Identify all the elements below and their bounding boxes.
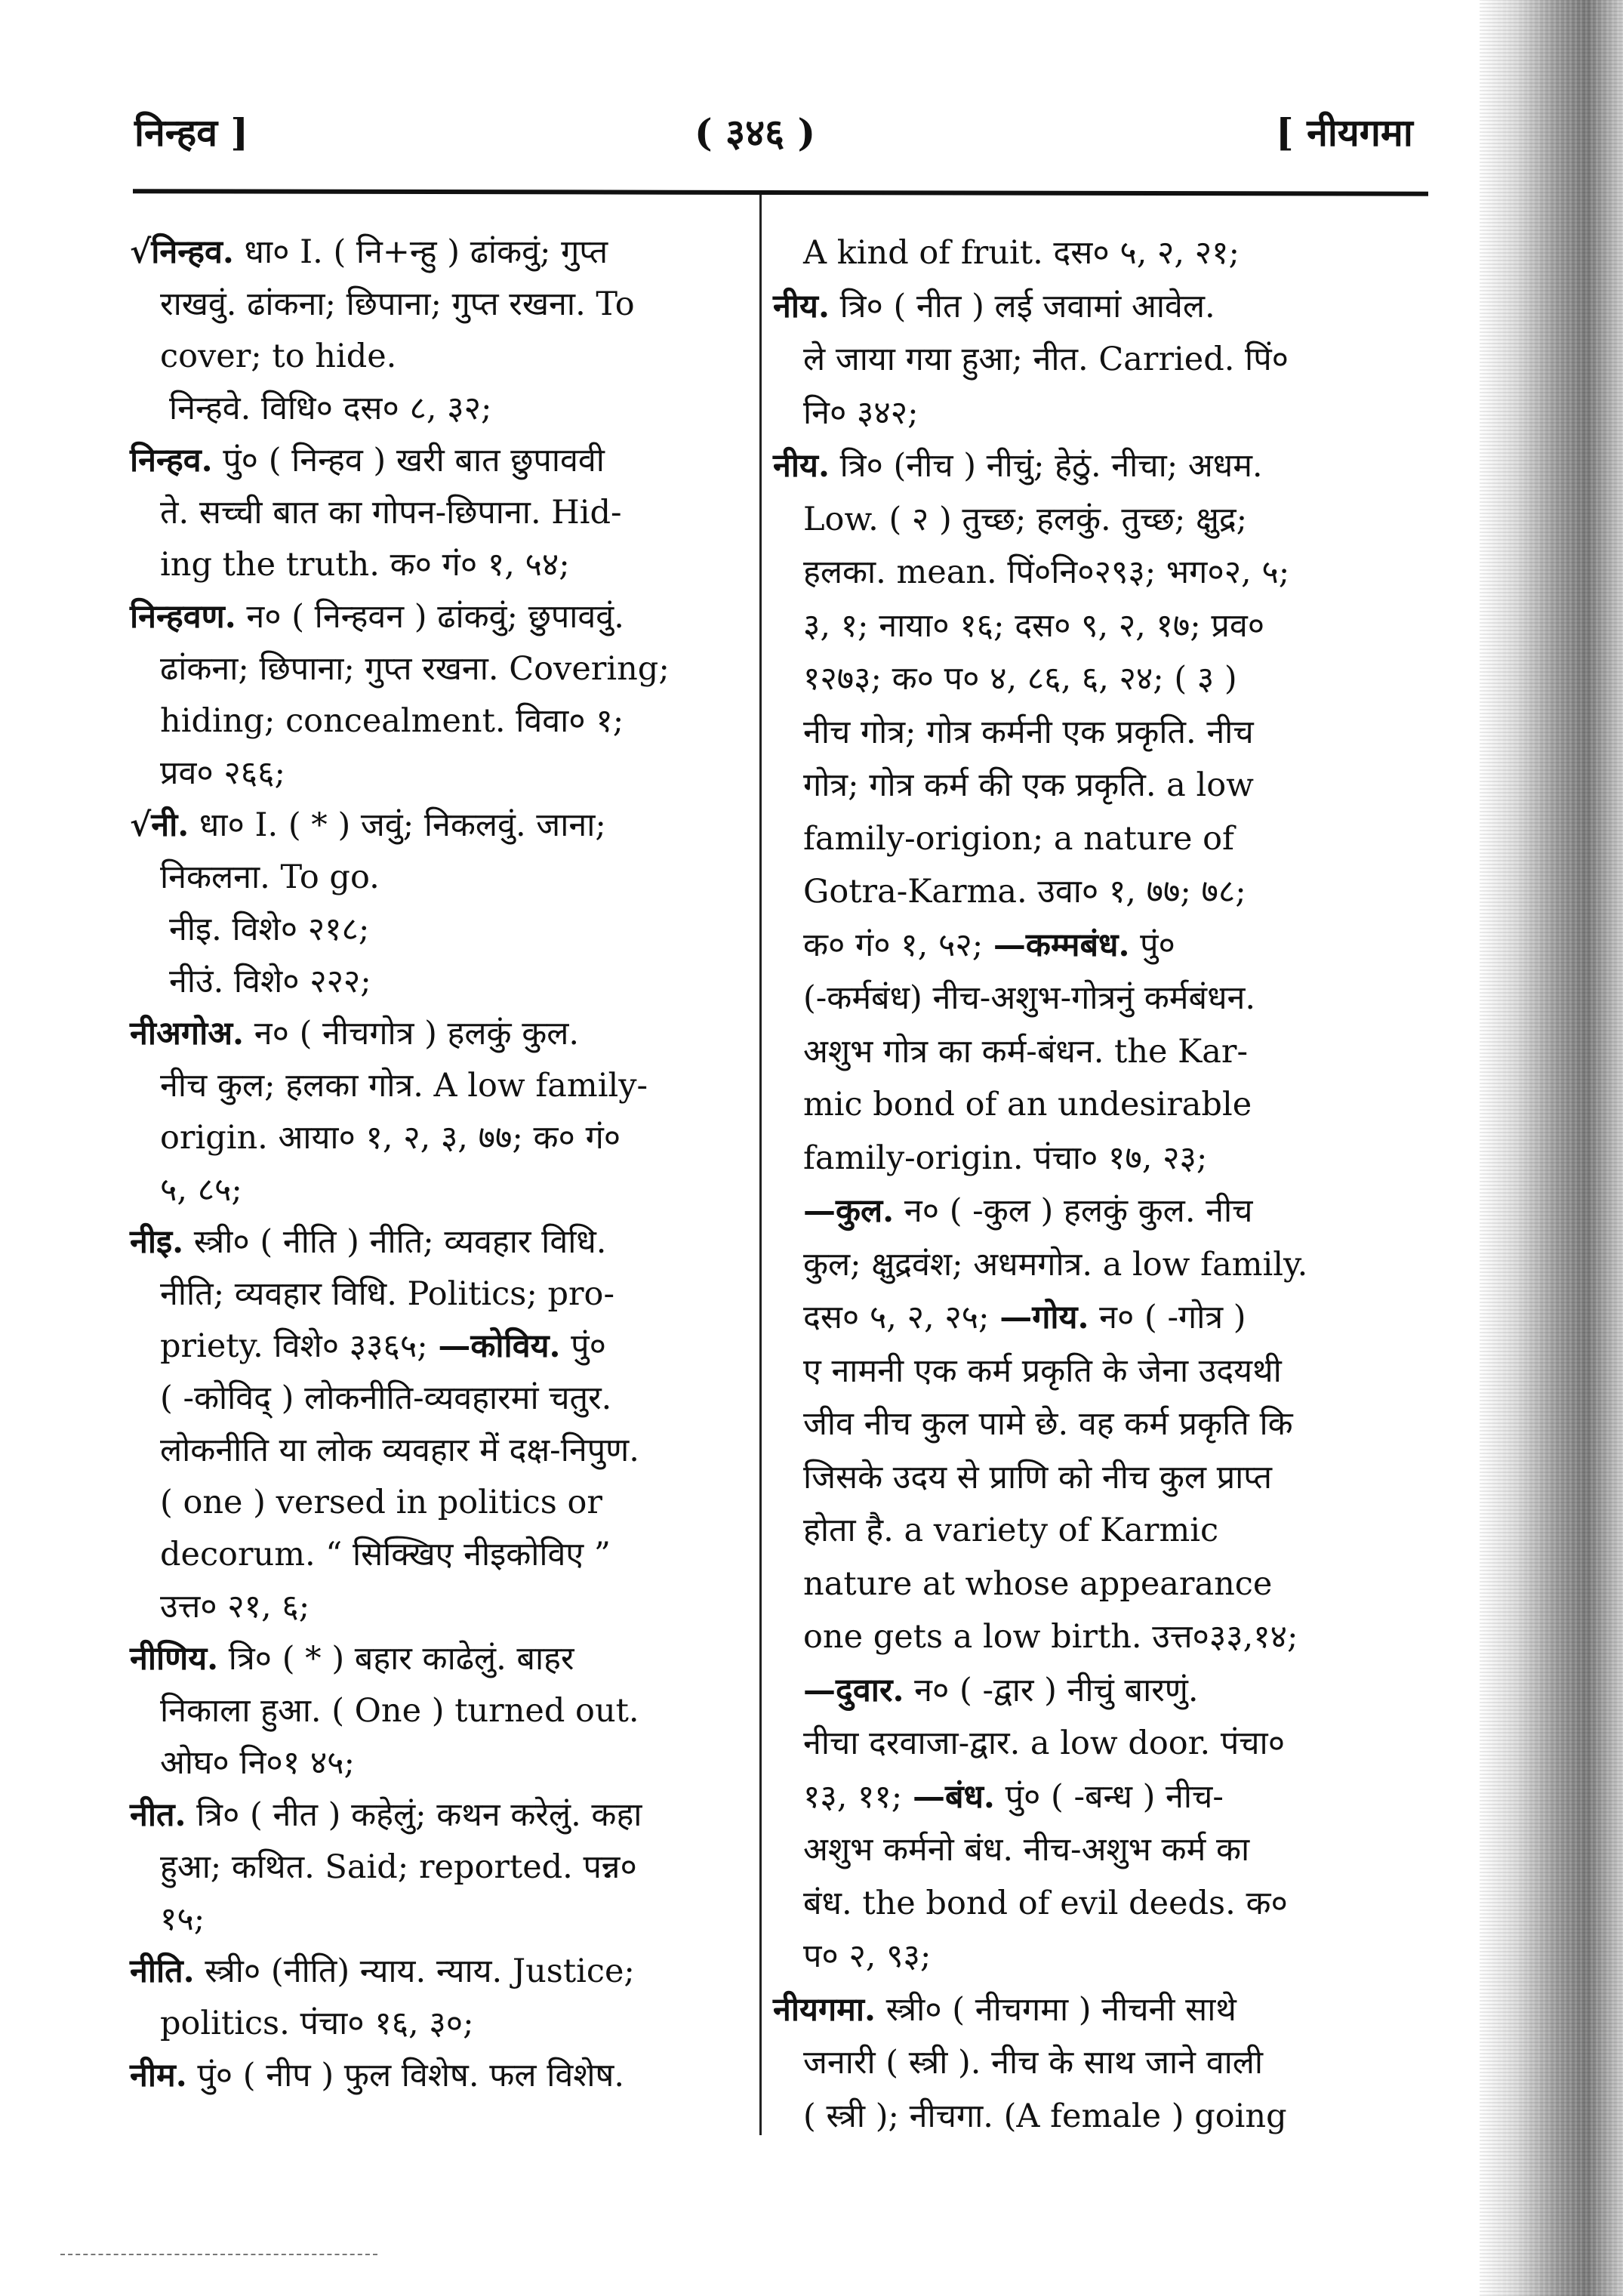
- entry-text: ५, ८५;: [160, 1171, 242, 1209]
- entry-text: politics. पंचा० १६, ३०;: [160, 2005, 474, 2042]
- entry-line: [130, 1581, 756, 1633]
- entry-text: Gotra-Karma. उवा० १, ७७; ७८;: [803, 873, 1246, 911]
- entry-first-line: [130, 1633, 756, 1685]
- entry-line: [773, 1451, 1430, 1505]
- headword: नीणिय.: [130, 1640, 219, 1678]
- entry-text: नीच गोत्र; गोत्र कर्मनी एक प्रकृति. नीच: [803, 713, 1254, 751]
- entry-text: लोकनीति या लोक व्यवहार में दक्ष-निपुण.: [160, 1432, 639, 1469]
- entry-line: [130, 1112, 756, 1164]
- entry-line: [130, 383, 756, 435]
- headword: निन्हवण.: [130, 598, 236, 636]
- entry-line: [130, 1373, 756, 1425]
- entry-text: अशुभ कर्मनो बंध. नीच-अशुभ कर्म का: [803, 1831, 1250, 1869]
- entry-text: ते. सच्ची बात का गोपन-छिपाना. Hid-: [160, 494, 622, 532]
- entry-line: [773, 652, 1430, 706]
- entry-line: [773, 1610, 1430, 1664]
- left-column: [130, 227, 756, 2102]
- entry-line: [773, 2090, 1430, 2143]
- running-head-right: [ नीयगमा: [1276, 110, 1413, 155]
- entry-line: [130, 747, 756, 800]
- entry-line: [130, 1268, 756, 1321]
- entry-text: ( one ) versed in politics or: [160, 1484, 602, 1521]
- entry-text: ए नामनी एक कर्म प्रकृति के जेना उदयथी: [803, 1351, 1282, 1390]
- entry-line: [773, 1664, 1430, 1718]
- entry-text: होता है. a variety of Karmic: [803, 1512, 1219, 1549]
- headword: —दुवार.: [803, 1671, 904, 1709]
- entry-text: गोत्र; गोत्र कर्म की एक प्रकृति. a low: [803, 766, 1254, 804]
- entry-text: धा० I. ( * ) जवुं; निकलवुं. जाना;: [189, 806, 606, 844]
- entry-text: जिसके उदय से प्राणि को नीच कुल प्राप्त: [803, 1458, 1273, 1496]
- entry-text: त्रि० ( नीत ) कहेलुं; कथन करेलुं. कहा: [186, 1796, 642, 1834]
- entry-line: [130, 1425, 756, 1477]
- entry-text: ( स्त्री ); नीचगा. (A female ) going: [803, 2097, 1287, 2135]
- entry-text: न० ( निन्हवन ) ढांकवुं; छुपाववुं.: [236, 598, 624, 636]
- entry-first-line: [130, 1008, 756, 1060]
- entry-text: नीचा दरवाजा-द्वार. a low door. पंचा०: [803, 1724, 1286, 1762]
- entry-text: family-origin. पंचा० १७, २३;: [803, 1139, 1208, 1177]
- entry-line: [773, 1558, 1430, 1611]
- entry-text: प्रव० २६६;: [160, 754, 285, 792]
- entry-text: न० ( -कुल ) हलकुं कुल. नीच: [894, 1192, 1253, 1230]
- entry-text: नीच कुल; हलका गोत्र. A low family-: [160, 1067, 648, 1105]
- entry-line: [130, 1477, 756, 1529]
- entry-first-line: [130, 1789, 756, 1841]
- footer-dashed-line: [60, 2254, 377, 2255]
- entry-text: पुं० ( निन्हव ) खरी बात छुपाववी: [212, 442, 605, 479]
- entry-text: न० ( -गोत्र ): [1089, 1299, 1246, 1336]
- scan-edge-shadow: [1480, 0, 1623, 2296]
- entry-text: जीव नीच कुल पामे छे. वह कर्म प्रकृति कि: [803, 1405, 1293, 1443]
- entry-text: स्त्री० (नीति) न्याय. न्याय. Justice;: [194, 1952, 635, 1990]
- headword: नीत.: [130, 1796, 186, 1834]
- entry-text: बंध. the bond of evil deeds. क०: [803, 1884, 1288, 1922]
- entry-text: one gets a low birth. उत्त०३३,१४;: [803, 1618, 1298, 1656]
- entry-text: स्त्री० ( नीचगमा ) नीचनी साथे: [875, 1990, 1236, 2029]
- entry-text: उत्त० २१, ६;: [160, 1588, 310, 1626]
- entry-text: प० २, ९३;: [803, 1937, 932, 1975]
- entry-text: त्रि० (नीच ) नीचुं; हेठुं. नीचा; अधम.: [829, 447, 1263, 485]
- entry-line: [130, 1998, 756, 2050]
- entry-text: त्रि० ( * ) बहार काढेलुं. बाहर: [218, 1640, 574, 1678]
- entry-line: [773, 812, 1430, 866]
- entry-text: दस० ५, २, २५;: [803, 1299, 1000, 1336]
- entry-line: [773, 387, 1430, 440]
- entry-text: न० ( -द्वार ) नीचुं बारणुं.: [904, 1671, 1199, 1709]
- entry-line: [773, 1823, 1430, 1877]
- entry-text: A kind of fruit. दस० ५, २, २१;: [803, 234, 1240, 272]
- entry-line: [130, 852, 756, 904]
- entry-text: Low. ( २ ) तुच्छ; हलकुं. तुच्छ; क्षुद्र;: [803, 500, 1248, 538]
- entry-line: [130, 1529, 756, 1581]
- entry-line: [130, 1737, 756, 1789]
- entry-line: [773, 493, 1430, 547]
- entry-text: धा० I. ( नि+न्हु ) ढांकवुं; गुप्त: [233, 233, 608, 271]
- entry-text: राखवुं. ढांकना; छिपाना; गुप्त रखना. To: [160, 285, 635, 323]
- entry-text: १३, ११;: [803, 1777, 913, 1816]
- entry-text: निकलना. To go.: [160, 858, 380, 896]
- entry-text: priety. विशे० ३३६५;: [160, 1327, 439, 1365]
- entry-text: नीति; व्यवहार विधि. Politics; pro-: [160, 1275, 614, 1313]
- headword: नीय.: [773, 447, 830, 485]
- entry-text: ओघ० नि०१ ४५;: [160, 1744, 356, 1782]
- entry-line: [130, 539, 756, 591]
- entry-first-line: [130, 800, 756, 852]
- entry-first-line: [130, 227, 756, 279]
- entry-line: [773, 333, 1430, 387]
- entry-text: नीउं. विशे० २२२;: [169, 963, 371, 1000]
- entry-text: origin. आया० १, २, ३, ७७; क० गं०: [160, 1119, 621, 1157]
- entry-text: क० गं० १, ५२;: [803, 926, 993, 964]
- header-rule: [133, 189, 1428, 196]
- entry-line: [773, 1078, 1430, 1132]
- entry-line: [773, 2036, 1430, 2090]
- entry-line: [773, 1398, 1430, 1451]
- running-head-left: निन्हव ]: [134, 110, 249, 155]
- entry-line: [130, 1164, 756, 1216]
- entry-text: ले जाया गया हुआ; नीत. Carried. पिं०: [803, 341, 1289, 378]
- entry-text: हुआ; कथित. Said; reported. पन्न०: [160, 1848, 637, 1886]
- right-column: [773, 227, 1430, 2143]
- entry-text: हलका. mean. पिं०नि०२९३; भग०२, ५;: [803, 553, 1290, 591]
- entry-line: [130, 1321, 756, 1373]
- entry-text: १५;: [160, 1900, 205, 1938]
- entry-first-line: [130, 1216, 756, 1268]
- entry-line: [130, 956, 756, 1008]
- entry-text: cover; to hide.: [160, 337, 397, 375]
- entry-text: स्त्री० ( नीति ) नीति; व्यवहार विधि.: [183, 1223, 607, 1261]
- entry-line: [130, 1841, 756, 1894]
- entry-text: पुं० ( नीप ) फुल विशेष. फल विशेष.: [186, 2057, 625, 2094]
- entry-text: पुं०: [1129, 926, 1175, 964]
- entry-line: [773, 1771, 1430, 1824]
- entry-line: [130, 487, 756, 539]
- entry-text: निकाला हुआ. ( One ) turned out.: [160, 1692, 639, 1730]
- entry-line: [130, 643, 756, 695]
- entry-line: [130, 279, 756, 331]
- entry-text: (-कर्मबंध) नीच-अशुभ-गोत्रनुं कर्मबंधन.: [803, 979, 1256, 1017]
- entry-line: [130, 1894, 756, 1946]
- entry-line: [773, 1504, 1430, 1558]
- entry-text: जनारी ( स्त्री ). नीच के साथ जाने वाली: [803, 2044, 1264, 2082]
- entry-line: [773, 599, 1430, 653]
- entry-text: hiding; concealment. विवा० १;: [160, 702, 624, 740]
- column-divider: [759, 195, 762, 2135]
- headword: नीय.: [773, 287, 830, 325]
- entry-line: [773, 1877, 1430, 1931]
- headword: —कम्मबंध.: [993, 926, 1130, 964]
- entry-line: [773, 759, 1430, 812]
- entry-text: त्रि० ( नीत ) लई जवामां आवेल.: [829, 287, 1215, 325]
- entry-first-line: [130, 591, 756, 643]
- entry-text: पुं० ( -बन्ध ) नीच-: [994, 1777, 1224, 1816]
- headword: —कोविय.: [438, 1327, 561, 1365]
- entry-line: [130, 1685, 756, 1737]
- entry-text: family-origion; a nature of: [803, 819, 1234, 858]
- entry-text: mic bond of an undesirable: [803, 1086, 1252, 1123]
- headword: —कुल.: [803, 1192, 895, 1230]
- entry-line: [130, 331, 756, 383]
- entry-first-line: [130, 2050, 756, 2102]
- entry-line: [773, 1345, 1430, 1398]
- entry-line: [773, 1185, 1430, 1238]
- entry-text: न० ( नीचगोत्र ) हलकुं कुल.: [244, 1015, 580, 1052]
- headword: नीति.: [130, 1952, 195, 1990]
- entry-line: [130, 904, 756, 956]
- entry-line: [773, 1132, 1430, 1185]
- entry-text: ing the truth. क० गं० १, ५४;: [160, 546, 570, 584]
- entry-text: १२७३; क० प० ४, ८६, ६, २४; ( ३ ): [803, 660, 1237, 698]
- entry-first-line: [773, 439, 1430, 493]
- entry-line: [773, 1291, 1430, 1345]
- entry-line: [773, 227, 1430, 280]
- entry-text: नीइ. विशे० २१८;: [169, 911, 370, 948]
- entry-line: [773, 865, 1430, 919]
- entry-text: कुल; क्षुद्रवंश; अधमगोत्र. a low family.: [803, 1245, 1308, 1284]
- entry-text: निन्हवे. विधि० दस० ८, ३२;: [169, 390, 492, 427]
- entry-first-line: [773, 1983, 1430, 2037]
- headword: नीअगोअ.: [130, 1015, 245, 1052]
- headword: √निन्हव.: [130, 233, 234, 271]
- entry-text: ढांकना; छिपाना; गुप्त रखना. Covering;: [160, 650, 670, 688]
- entry-first-line: [130, 435, 756, 487]
- entry-text: पुं०: [560, 1327, 606, 1365]
- entry-text: ( -कोविद् ) लोकनीति-व्यवहारमां चतुर.: [160, 1379, 612, 1417]
- headword: —बंध.: [912, 1777, 995, 1816]
- entry-line: [773, 1238, 1430, 1292]
- entry-line: [773, 1930, 1430, 1983]
- entry-line: [773, 706, 1430, 760]
- headword: नीयगमा.: [773, 1990, 876, 2029]
- entry-line: [130, 1060, 756, 1112]
- headword: निन्हव.: [130, 442, 213, 479]
- entry-text: nature at whose appearance: [803, 1564, 1273, 1603]
- entry-line: [773, 1717, 1430, 1771]
- entry-text: decorum. “ सिक्खिए नीइकोविए ”: [160, 1536, 611, 1573]
- entry-text: ३, १; नाया० १६; दस० ९, २, १७; प्रव०: [803, 606, 1265, 645]
- entry-first-line: [130, 1946, 756, 1998]
- entry-line: [773, 546, 1430, 599]
- entry-line: [773, 972, 1430, 1025]
- page-number: ( ३४६ ): [694, 110, 816, 155]
- headword: नीइ.: [130, 1223, 184, 1261]
- entry-text: नि० ३४२;: [803, 393, 919, 432]
- entry-text: अशुभ गोत्र का कर्म-बंधन. the Kar-: [803, 1032, 1248, 1071]
- headword: —गोय.: [999, 1299, 1089, 1336]
- headword: नीम.: [130, 2057, 187, 2094]
- headword: √नी.: [130, 806, 189, 844]
- entry-line: [773, 919, 1430, 972]
- entry-line: [130, 695, 756, 747]
- entry-line: [773, 1025, 1430, 1079]
- entry-first-line: [773, 280, 1430, 334]
